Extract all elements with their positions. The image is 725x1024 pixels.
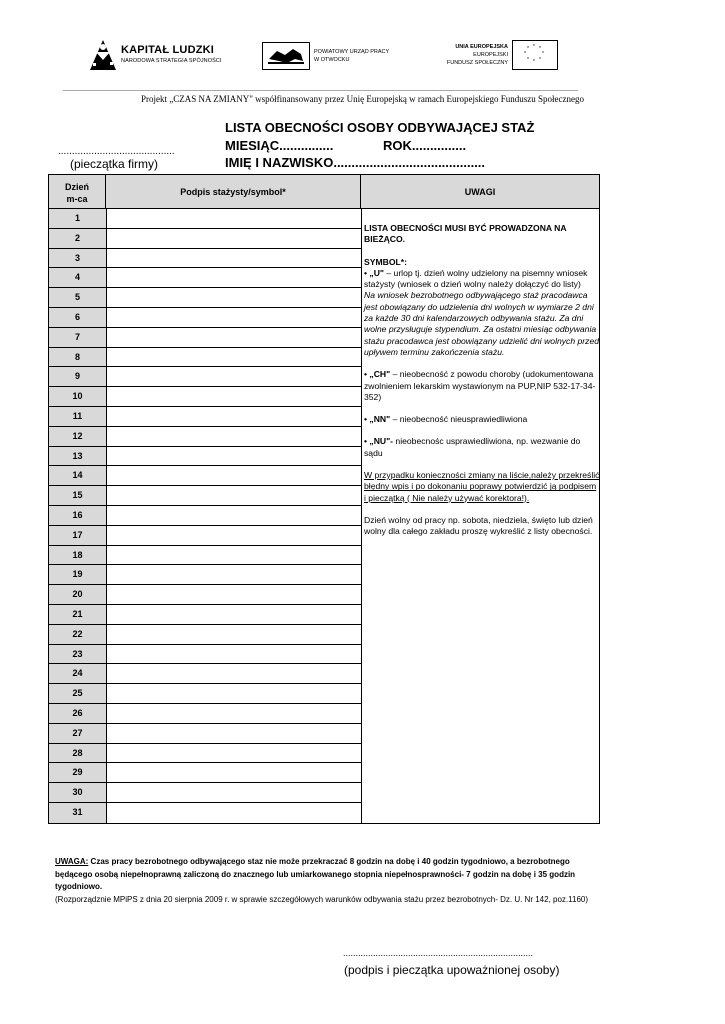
day-number: 10 [49, 387, 106, 407]
authorized-signature-dots: ............................................................................ [343, 948, 534, 958]
symbol-ch-code: • „CH" [364, 369, 391, 380]
day-number: 3 [49, 249, 106, 269]
day-number: 29 [49, 763, 106, 783]
signature-cell[interactable] [106, 724, 361, 744]
attendance-table [48, 174, 600, 824]
signature-cell[interactable] [106, 744, 361, 764]
symbol-nu-code: • „NU"- [364, 436, 394, 447]
signature-cell[interactable] [106, 308, 361, 328]
day-number: 30 [49, 783, 106, 803]
signature-cell[interactable] [106, 585, 361, 605]
signature-cell[interactable] [106, 783, 361, 803]
day-number: 9 [49, 367, 106, 387]
signature-cell[interactable] [106, 348, 361, 368]
day-number: 23 [49, 645, 106, 665]
symbol-heading: SYMBOL*: [364, 256, 407, 267]
signature-cell[interactable] [106, 704, 361, 724]
signature-cell[interactable] [106, 268, 361, 288]
regulation-text: (Rozporządznie MPiPS z dnia 20 sierpnia 2009 r. w sprawie szczegółowych warunków odbywania stażu przez bezrobotnych- Dz. U. Nr 142, poz.1160) [55, 894, 588, 904]
eu-flag-icon [512, 40, 558, 70]
day-number: 28 [49, 744, 106, 764]
uwaga-text: Czas pracy bezrobotnego odbywającego staz nie może przekraczać 8 godzin na dobę i 40 godzin tygodniowo, a bezrobotnego będącego osobą niepełnoprawną zaliczoną do znacznego lub umiarkowanego stopnia niepełnosprawności- 7 godzin na dobę i 35 godzin tygodniowo. [55, 857, 576, 891]
svg-text:*: * [542, 51, 544, 57]
pup-arrows-icon [263, 43, 309, 69]
firm-stamp-label: (pieczątka firmy) [70, 157, 159, 171]
day-number: 31 [72, 806, 83, 817]
signature-cell[interactable] [106, 328, 361, 348]
header-signature: Podpis stażysty/symbol* [106, 175, 361, 209]
eu-logo [442, 40, 560, 70]
signature-cell[interactable] [106, 229, 361, 249]
signature-cell[interactable] [106, 249, 361, 269]
symbol-u-text: – urlop tj. dzień wolny udzielony na pisemny wniosek stażysty (wniosek o dzień wolny należy dołączyć do listy) [364, 267, 588, 290]
day-number: 2 [49, 229, 106, 249]
day-number: 22 [49, 625, 106, 645]
signature-cell[interactable] [106, 506, 361, 526]
signature-cell[interactable] [106, 625, 361, 645]
svg-text:*: * [527, 46, 529, 52]
pup-otwock-logo [262, 42, 402, 70]
signature-cell[interactable] [106, 684, 361, 704]
symbol-nu-text: nieobecnośc usprawiedliwiona, np. wezwanie do sądu [364, 436, 581, 458]
signature-cell[interactable] [106, 645, 361, 665]
day-number: 25 [49, 684, 106, 704]
remarks-p1: LISTA OBECNOŚCI MUSI BYĆ PROWADZONA NA BIEŻĄCO. [364, 223, 567, 245]
signature-cell[interactable] [106, 664, 361, 684]
project-line: Projekt „CZAS NA ZMIANY" współfinansowany przez Unię Europejską w ramach Europejskiego Funduszu Społecznego [140, 94, 585, 104]
day-number: 15 [49, 486, 106, 506]
name-field: IMIĘ I NAZWISKO.......................................... [225, 155, 486, 170]
day-number: 21 [49, 605, 106, 625]
signature-cell[interactable] [106, 526, 361, 546]
symbol-nn [364, 414, 600, 425]
header-divider [63, 90, 578, 91]
day-number: 20 [49, 585, 106, 605]
signature-cell[interactable] [106, 367, 361, 387]
pup-logo-line2: W OTWOCKU [314, 57, 350, 63]
svg-text:*: * [539, 57, 541, 63]
header-remarks: UWAGI [361, 175, 599, 209]
signature-cell[interactable] [106, 763, 361, 783]
svg-text:*: * [539, 46, 541, 52]
signature-cell[interactable] [106, 486, 361, 506]
signature-cell[interactable] [106, 605, 361, 625]
eu-logo-line1: UNIA EUROPEJSKA [455, 44, 508, 50]
header-day-line2: m-ca [66, 194, 88, 204]
day-number: 12 [49, 427, 106, 447]
day-number: 4 [49, 268, 106, 288]
pup-logo-box [262, 42, 310, 70]
signature-column [106, 209, 362, 823]
days-off-note: Dzień wolny od pracy np. sobota, niedziela, święto lub dzień wolny dla całego zakładu proszę wykreślić z listy obecności. [364, 514, 593, 537]
symbol-u [364, 268, 600, 291]
day-number: 1 [49, 209, 106, 229]
uwaga-paragraph [55, 856, 600, 894]
kapital-ludzki-mark-icon [88, 38, 118, 72]
day-number: 18 [49, 546, 106, 566]
eu-logo-line2: EUROPEJSKI [473, 52, 508, 58]
signature-cell[interactable] [106, 546, 361, 566]
symbol-ch-text: – nieobecność z powodu choroby (udokumentowana zwolnieniem lekarskim wystawionym na PUP,NIP 532-17-34-352) [364, 369, 596, 402]
signature-cell[interactable] [106, 565, 361, 585]
signature-cell[interactable] [106, 387, 361, 407]
symbol-ch [364, 369, 600, 403]
day-number: 26 [49, 704, 106, 724]
day-number: 16 [49, 506, 106, 526]
signature-cell[interactable] [106, 803, 361, 823]
correction-note: W przypadku konieczności zmiany na liście,należy przekreślić błędny wpis i po dokonaniu poprawy potwierdzić ją podpisem i pieczątką ( Nie należy używać korektora!). [364, 470, 600, 503]
kapital-ludzki-subtitle: NARODOWA STRATEGIA SPÓJNOŚCI [121, 58, 222, 64]
day-number: 13 [49, 447, 106, 467]
form-title: LISTA OBECNOŚCI OSOBY ODBYWAJĄCEJ STAŻ [225, 120, 535, 135]
signature-cell[interactable] [106, 427, 361, 447]
day-number: 8 [49, 348, 106, 368]
authorized-signature-label: (podpis i pieczątka upoważnionej osoby) [344, 963, 560, 977]
footer-note [55, 856, 600, 906]
svg-text:*: * [527, 57, 529, 63]
symbol-u-note: Na wniosek bezrobotnego odbywającego staż pracodawca jest obowiązany do udzielenia dni wolnych w wymiarze 2 dni za każde 30 dni kalendarzowych odbywania stażu. Za dni wolne przysługuje stypendium. Za ostatni miesiąc odbywania stażu pracodawca jest obowiązany udzielić dni wolnych przed upływem terminu zakończenia stażu. [364, 290, 600, 357]
symbol-nu [364, 436, 600, 459]
day-column [49, 209, 107, 823]
signature-cell[interactable] [106, 288, 361, 308]
symbol-nn-code: • „NN" [364, 414, 391, 425]
uwaga-label: UWAGA: [55, 857, 89, 866]
day-number: 7 [49, 328, 106, 348]
signature-cell[interactable] [106, 447, 361, 467]
svg-text:*: * [533, 59, 535, 65]
remarks-text [364, 223, 600, 538]
svg-text:*: * [533, 44, 535, 50]
signature-cell[interactable] [106, 466, 361, 486]
day-number: 5 [49, 288, 106, 308]
day-number: 24 [49, 664, 106, 684]
pup-logo-line1: POWIATOWY URZĄD PRACY [314, 49, 390, 55]
day-number: 17 [49, 526, 106, 546]
signature-cell[interactable] [106, 209, 361, 229]
kapital-ludzki-logo [88, 38, 228, 74]
svg-text:*: * [524, 51, 526, 57]
day-number: 19 [49, 565, 106, 585]
day-number: 6 [49, 308, 106, 328]
kapital-ludzki-title: KAPITAŁ LUDZKI [121, 44, 215, 56]
year-field: ROK............... [383, 138, 467, 153]
month-field: MIESIĄC............... [225, 138, 334, 153]
day-number: 11 [49, 407, 106, 427]
day-number: 14 [49, 466, 106, 486]
day-number: 27 [49, 724, 106, 744]
firm-stamp-dots: .......................................... [58, 146, 175, 157]
symbol-u-code: • „U" [364, 267, 384, 278]
signature-cell[interactable] [106, 407, 361, 427]
header-day-line1: Dzień [64, 182, 89, 192]
eu-logo-line3: FUNDUSZ SPOŁECZNY [446, 60, 508, 66]
header-day [49, 175, 106, 209]
symbol-nn-text: – nieobecność nieusprawiedliwiona [390, 414, 528, 425]
